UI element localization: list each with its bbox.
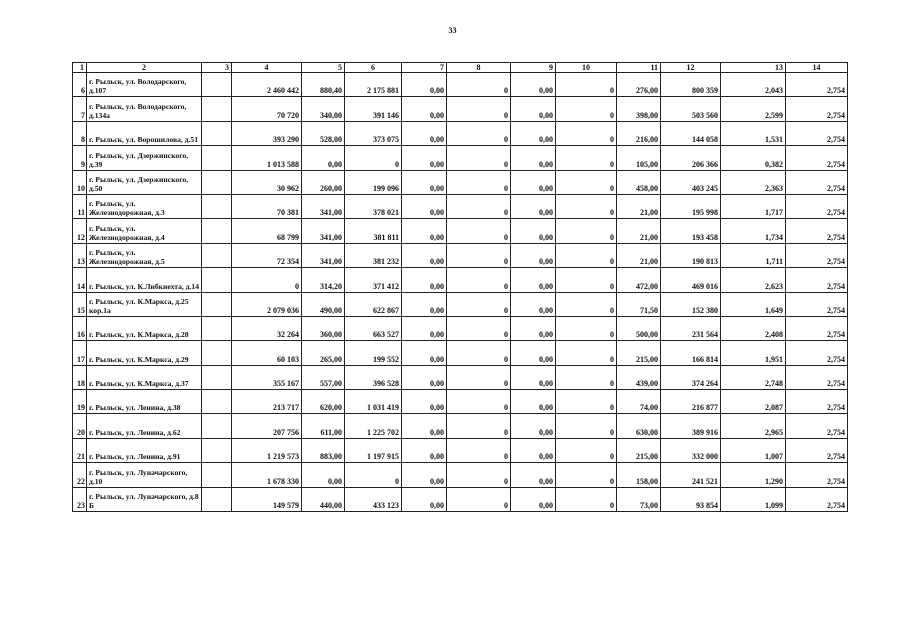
value-cell: 472,00 — [617, 268, 661, 292]
value-cell: 557,00 — [302, 365, 345, 389]
value-cell — [202, 268, 232, 292]
value-cell: 195 998 — [661, 194, 721, 218]
value-cell: 0 — [345, 463, 402, 487]
value-cell: 341,00 — [302, 219, 345, 243]
value-cell: 60 103 — [232, 341, 302, 365]
address-cell: г. Рыльск, ул. Луначарского, д.10 — [87, 463, 202, 487]
value-cell: 883,00 — [302, 438, 345, 462]
value-cell: 0,382 — [721, 146, 786, 170]
value-cell: 2,754 — [786, 243, 848, 267]
table-row — [73, 365, 848, 389]
value-cell: 2,754 — [786, 487, 848, 511]
value-cell: 0 — [556, 463, 617, 487]
value-cell: 32 264 — [232, 316, 302, 340]
table-row — [73, 438, 848, 462]
value-cell: 2,087 — [721, 390, 786, 414]
table-row — [73, 97, 848, 121]
value-cell: 620,00 — [302, 390, 345, 414]
value-cell: 2,599 — [721, 97, 786, 121]
value-cell: 433 123 — [345, 487, 402, 511]
value-cell: 355 167 — [232, 365, 302, 389]
column-number-row — [73, 63, 848, 73]
value-cell — [202, 146, 232, 170]
value-cell: 2,965 — [721, 414, 786, 438]
column-header: 13 — [721, 63, 786, 73]
value-cell: 0,00 — [511, 316, 556, 340]
value-cell: 2,754 — [786, 341, 848, 365]
value-cell: 199 096 — [345, 170, 402, 194]
table-row — [73, 219, 848, 243]
value-cell: 0,00 — [302, 146, 345, 170]
address-cell: г. Рыльск, ул. Ленина, д.91 — [87, 438, 202, 462]
value-cell: 276,00 — [617, 73, 661, 97]
value-cell: 0 — [447, 97, 511, 121]
table-row — [73, 268, 848, 292]
value-cell: 0 — [447, 121, 511, 145]
value-cell: 0 — [556, 341, 617, 365]
value-cell: 2,363 — [721, 170, 786, 194]
column-header: 1 — [73, 63, 87, 73]
value-cell: 0 — [556, 414, 617, 438]
value-cell: 0 — [447, 390, 511, 414]
value-cell: 2,754 — [786, 73, 848, 97]
value-cell: 1 225 702 — [345, 414, 402, 438]
address-cell: г. Рыльск, ул. Володарского, д.134а — [87, 97, 202, 121]
value-cell: 0 — [556, 243, 617, 267]
column-header: 10 — [556, 63, 617, 73]
value-cell: 0,00 — [511, 390, 556, 414]
value-cell: 469 016 — [661, 268, 721, 292]
value-cell: 1 031 419 — [345, 390, 402, 414]
value-cell: 381 811 — [345, 219, 402, 243]
row-number-cell: 22 — [73, 463, 87, 487]
value-cell: 0,00 — [402, 316, 447, 340]
value-cell: 0,00 — [402, 438, 447, 462]
value-cell: 0 — [447, 365, 511, 389]
value-cell: 2,623 — [721, 268, 786, 292]
value-cell: 105,00 — [617, 146, 661, 170]
value-cell: 439,00 — [617, 365, 661, 389]
value-cell: 2,754 — [786, 121, 848, 145]
data-table — [72, 62, 848, 512]
value-cell: 0,00 — [511, 219, 556, 243]
table-row — [73, 194, 848, 218]
value-cell: 0,00 — [511, 438, 556, 462]
value-cell: 0,00 — [511, 97, 556, 121]
value-cell: 0,00 — [402, 219, 447, 243]
value-cell: 490,00 — [302, 292, 345, 316]
value-cell: 0,00 — [402, 341, 447, 365]
value-cell: 0 — [345, 146, 402, 170]
value-cell: 458,00 — [617, 170, 661, 194]
value-cell: 0,00 — [402, 121, 447, 145]
address-cell: г. Рыльск, ул. Ленина, д.38 — [87, 390, 202, 414]
value-cell — [202, 414, 232, 438]
value-cell: 2,754 — [786, 390, 848, 414]
value-cell — [202, 194, 232, 218]
value-cell — [202, 121, 232, 145]
value-cell: 215,00 — [617, 341, 661, 365]
value-cell: 2,754 — [786, 438, 848, 462]
table-body — [73, 73, 848, 512]
value-cell: 1,711 — [721, 243, 786, 267]
table-row — [73, 414, 848, 438]
table-row — [73, 487, 848, 511]
value-cell: 2,043 — [721, 73, 786, 97]
value-cell: 144 058 — [661, 121, 721, 145]
address-cell: г. Рыльск, ул. Дзержинского, д.50 — [87, 170, 202, 194]
value-cell: 0 — [447, 438, 511, 462]
value-cell: 381 232 — [345, 243, 402, 267]
value-cell: 1,531 — [721, 121, 786, 145]
value-cell: 68 799 — [232, 219, 302, 243]
column-header: 8 — [447, 63, 511, 73]
value-cell: 207 756 — [232, 414, 302, 438]
value-cell: 0 — [556, 316, 617, 340]
value-cell: 0,00 — [511, 243, 556, 267]
table-row — [73, 170, 848, 194]
page-number: 33 — [448, 26, 457, 35]
value-cell: 1 013 588 — [232, 146, 302, 170]
address-cell: г. Рыльск, ул. К.Маркса, д.28 — [87, 316, 202, 340]
address-cell: г. Рыльск, ул. Железнодорожная, д.3 — [87, 194, 202, 218]
value-cell: 500,00 — [617, 316, 661, 340]
value-cell: 74,00 — [617, 390, 661, 414]
value-cell: 0 — [556, 97, 617, 121]
value-cell: 0,00 — [511, 341, 556, 365]
value-cell: 630,00 — [617, 414, 661, 438]
row-number-cell: 18 — [73, 365, 87, 389]
row-number-cell: 15 — [73, 292, 87, 316]
value-cell: 0 — [556, 121, 617, 145]
value-cell — [202, 341, 232, 365]
value-cell: 1,649 — [721, 292, 786, 316]
value-cell: 30 962 — [232, 170, 302, 194]
address-cell: г. Рыльск, ул. К.Маркса, д.29 — [87, 341, 202, 365]
value-cell: 2,754 — [786, 414, 848, 438]
row-number-cell: 23 — [73, 487, 87, 511]
value-cell: 800 359 — [661, 73, 721, 97]
value-cell: 0 — [447, 219, 511, 243]
table-row — [73, 73, 848, 97]
address-cell: г. Рыльск, ул. Дзержинского, д.39 — [87, 146, 202, 170]
value-cell: 371 412 — [345, 268, 402, 292]
value-cell: 0 — [556, 390, 617, 414]
value-cell: 0,00 — [402, 146, 447, 170]
column-header: 5 — [302, 63, 345, 73]
value-cell: 1,951 — [721, 341, 786, 365]
value-cell: 216,00 — [617, 121, 661, 145]
value-cell: 0 — [447, 487, 511, 511]
value-cell: 663 527 — [345, 316, 402, 340]
value-cell — [202, 316, 232, 340]
value-cell: 0,00 — [402, 97, 447, 121]
value-cell: 70 720 — [232, 97, 302, 121]
value-cell: 231 564 — [661, 316, 721, 340]
address-cell: г. Рыльск, ул. Володарского, д.107 — [87, 73, 202, 97]
value-cell: 0 — [556, 292, 617, 316]
table-row — [73, 390, 848, 414]
value-cell — [202, 365, 232, 389]
value-cell: 0,00 — [402, 243, 447, 267]
value-cell: 0 — [447, 243, 511, 267]
value-cell: 1,099 — [721, 487, 786, 511]
value-cell: 1 219 573 — [232, 438, 302, 462]
row-number-cell: 13 — [73, 243, 87, 267]
value-cell: 0 — [232, 268, 302, 292]
column-header: 12 — [661, 63, 721, 73]
value-cell: 1,734 — [721, 219, 786, 243]
value-cell: 2,754 — [786, 194, 848, 218]
value-cell: 0,00 — [302, 463, 345, 487]
address-cell: г. Рыльск, ул. Ворошилова, д.51 — [87, 121, 202, 145]
address-cell: г. Рыльск, ул. Железнодорожная, д.4 — [87, 219, 202, 243]
value-cell: 403 245 — [661, 170, 721, 194]
value-cell: 0 — [556, 194, 617, 218]
value-cell: 21,00 — [617, 194, 661, 218]
value-cell: 190 813 — [661, 243, 721, 267]
value-cell: 21,00 — [617, 243, 661, 267]
value-cell: 0 — [447, 292, 511, 316]
value-cell: 2,754 — [786, 146, 848, 170]
value-cell: 2 460 442 — [232, 73, 302, 97]
value-cell: 0 — [447, 146, 511, 170]
value-cell: 0 — [447, 268, 511, 292]
value-cell: 149 579 — [232, 487, 302, 511]
value-cell: 2 175 881 — [345, 73, 402, 97]
value-cell — [202, 292, 232, 316]
value-cell: 391 146 — [345, 97, 402, 121]
value-cell: 73,00 — [617, 487, 661, 511]
value-cell: 0,00 — [402, 292, 447, 316]
value-cell: 2,754 — [786, 365, 848, 389]
row-number-cell: 21 — [73, 438, 87, 462]
value-cell: 880,40 — [302, 73, 345, 97]
value-cell — [202, 463, 232, 487]
value-cell: 241 521 — [661, 463, 721, 487]
value-cell — [202, 170, 232, 194]
table-row — [73, 243, 848, 267]
value-cell — [202, 438, 232, 462]
value-cell: 2,754 — [786, 97, 848, 121]
row-number-cell: 12 — [73, 219, 87, 243]
value-cell: 0 — [556, 219, 617, 243]
value-cell: 0,00 — [511, 463, 556, 487]
row-number-cell: 8 — [73, 121, 87, 145]
value-cell: 0,00 — [402, 414, 447, 438]
value-cell: 0,00 — [511, 121, 556, 145]
value-cell: 0 — [447, 341, 511, 365]
value-cell: 1,007 — [721, 438, 786, 462]
value-cell: 0 — [556, 73, 617, 97]
value-cell: 93 854 — [661, 487, 721, 511]
value-cell: 215,00 — [617, 438, 661, 462]
value-cell: 374 264 — [661, 365, 721, 389]
row-number-cell: 10 — [73, 170, 87, 194]
column-header: 2 — [87, 63, 202, 73]
value-cell: 2,408 — [721, 316, 786, 340]
value-cell: 1,717 — [721, 194, 786, 218]
value-cell: 341,00 — [302, 194, 345, 218]
value-cell: 440,00 — [302, 487, 345, 511]
column-header: 9 — [511, 63, 556, 73]
value-cell: 21,00 — [617, 219, 661, 243]
value-cell: 206 366 — [661, 146, 721, 170]
value-cell: 2,754 — [786, 463, 848, 487]
value-cell: 503 560 — [661, 97, 721, 121]
table-row — [73, 292, 848, 316]
value-cell: 0,00 — [511, 268, 556, 292]
row-number-cell: 11 — [73, 194, 87, 218]
value-cell: 0 — [556, 487, 617, 511]
value-cell: 158,00 — [617, 463, 661, 487]
value-cell: 0,00 — [511, 365, 556, 389]
value-cell: 398,00 — [617, 97, 661, 121]
value-cell: 332 000 — [661, 438, 721, 462]
value-cell: 611,00 — [302, 414, 345, 438]
column-header: 4 — [232, 63, 302, 73]
column-header: 3 — [202, 63, 232, 73]
row-number-cell: 16 — [73, 316, 87, 340]
value-cell: 0,00 — [402, 365, 447, 389]
value-cell: 0,00 — [402, 390, 447, 414]
column-header: 11 — [617, 63, 661, 73]
row-number-cell: 19 — [73, 390, 87, 414]
value-cell: 71,50 — [617, 292, 661, 316]
value-cell: 0,00 — [511, 414, 556, 438]
value-cell: 2,754 — [786, 170, 848, 194]
value-cell: 360,00 — [302, 316, 345, 340]
address-cell: г. Рыльск, ул. Железнодорожная, д.5 — [87, 243, 202, 267]
value-cell: 0,00 — [511, 146, 556, 170]
table-row — [73, 463, 848, 487]
row-number-cell: 20 — [73, 414, 87, 438]
value-cell: 0,00 — [402, 170, 447, 194]
value-cell: 0 — [447, 194, 511, 218]
value-cell: 72 354 — [232, 243, 302, 267]
table-row — [73, 341, 848, 365]
value-cell: 396 528 — [345, 365, 402, 389]
value-cell: 0 — [556, 438, 617, 462]
value-cell: 0 — [447, 170, 511, 194]
value-cell — [202, 243, 232, 267]
value-cell: 0 — [447, 414, 511, 438]
value-cell: 0,00 — [511, 170, 556, 194]
value-cell: 193 458 — [661, 219, 721, 243]
address-cell: г. Рыльск, ул. Луначарского, д.8 Б — [87, 487, 202, 511]
row-number-cell: 14 — [73, 268, 87, 292]
value-cell: 0,00 — [402, 73, 447, 97]
row-number-cell: 7 — [73, 97, 87, 121]
value-cell: 152 380 — [661, 292, 721, 316]
value-cell: 2,754 — [786, 219, 848, 243]
value-cell: 166 814 — [661, 341, 721, 365]
value-cell — [202, 390, 232, 414]
value-cell: 70 381 — [232, 194, 302, 218]
value-cell: 0 — [556, 268, 617, 292]
value-cell: 341,00 — [302, 243, 345, 267]
address-cell: г. Рыльск, ул. Ленина, д.62 — [87, 414, 202, 438]
value-cell — [202, 219, 232, 243]
value-cell: 2 079 036 — [232, 292, 302, 316]
value-cell: 0,00 — [402, 487, 447, 511]
column-header: 7 — [402, 63, 447, 73]
value-cell: 199 552 — [345, 341, 402, 365]
value-cell: 0 — [556, 170, 617, 194]
value-cell: 216 877 — [661, 390, 721, 414]
value-cell: 389 916 — [661, 414, 721, 438]
address-cell: г. Рыльск, ул. К.Либкнехта, д.14 — [87, 268, 202, 292]
column-header: 14 — [786, 63, 848, 73]
table-row — [73, 146, 848, 170]
value-cell: 213 717 — [232, 390, 302, 414]
value-cell: 0 — [556, 146, 617, 170]
value-cell: 0,00 — [402, 463, 447, 487]
table-row — [73, 316, 848, 340]
value-cell: 0,00 — [511, 194, 556, 218]
value-cell: 0 — [447, 73, 511, 97]
value-cell: 265,00 — [302, 341, 345, 365]
column-header: 6 — [345, 63, 402, 73]
value-cell: 1,290 — [721, 463, 786, 487]
table-row — [73, 121, 848, 145]
value-cell: 373 075 — [345, 121, 402, 145]
value-cell: 0,00 — [511, 487, 556, 511]
value-cell: 2,754 — [786, 268, 848, 292]
value-cell: 0 — [447, 463, 511, 487]
value-cell: 528,00 — [302, 121, 345, 145]
value-cell — [202, 97, 232, 121]
value-cell: 2,748 — [721, 365, 786, 389]
value-cell: 0,00 — [402, 268, 447, 292]
row-number-cell: 6 — [73, 73, 87, 97]
row-number-cell: 9 — [73, 146, 87, 170]
value-cell: 0,00 — [511, 73, 556, 97]
value-cell — [202, 487, 232, 511]
value-cell: 2,754 — [786, 292, 848, 316]
value-cell: 1 197 915 — [345, 438, 402, 462]
value-cell: 0 — [447, 316, 511, 340]
value-cell: 0,00 — [511, 292, 556, 316]
value-cell: 2,754 — [786, 316, 848, 340]
value-cell: 314,20 — [302, 268, 345, 292]
value-cell: 622 867 — [345, 292, 402, 316]
value-cell: 0 — [556, 365, 617, 389]
row-number-cell: 17 — [73, 341, 87, 365]
value-cell: 0,00 — [402, 194, 447, 218]
value-cell: 1 678 330 — [232, 463, 302, 487]
value-cell: 378 021 — [345, 194, 402, 218]
value-cell: 260,00 — [302, 170, 345, 194]
address-cell: г. Рыльск, ул. К.Маркса, д.37 — [87, 365, 202, 389]
address-cell: г. Рыльск, ул. К.Маркса, д.25 кор.1а — [87, 292, 202, 316]
value-cell: 340,00 — [302, 97, 345, 121]
value-cell: 393 290 — [232, 121, 302, 145]
value-cell — [202, 73, 232, 97]
